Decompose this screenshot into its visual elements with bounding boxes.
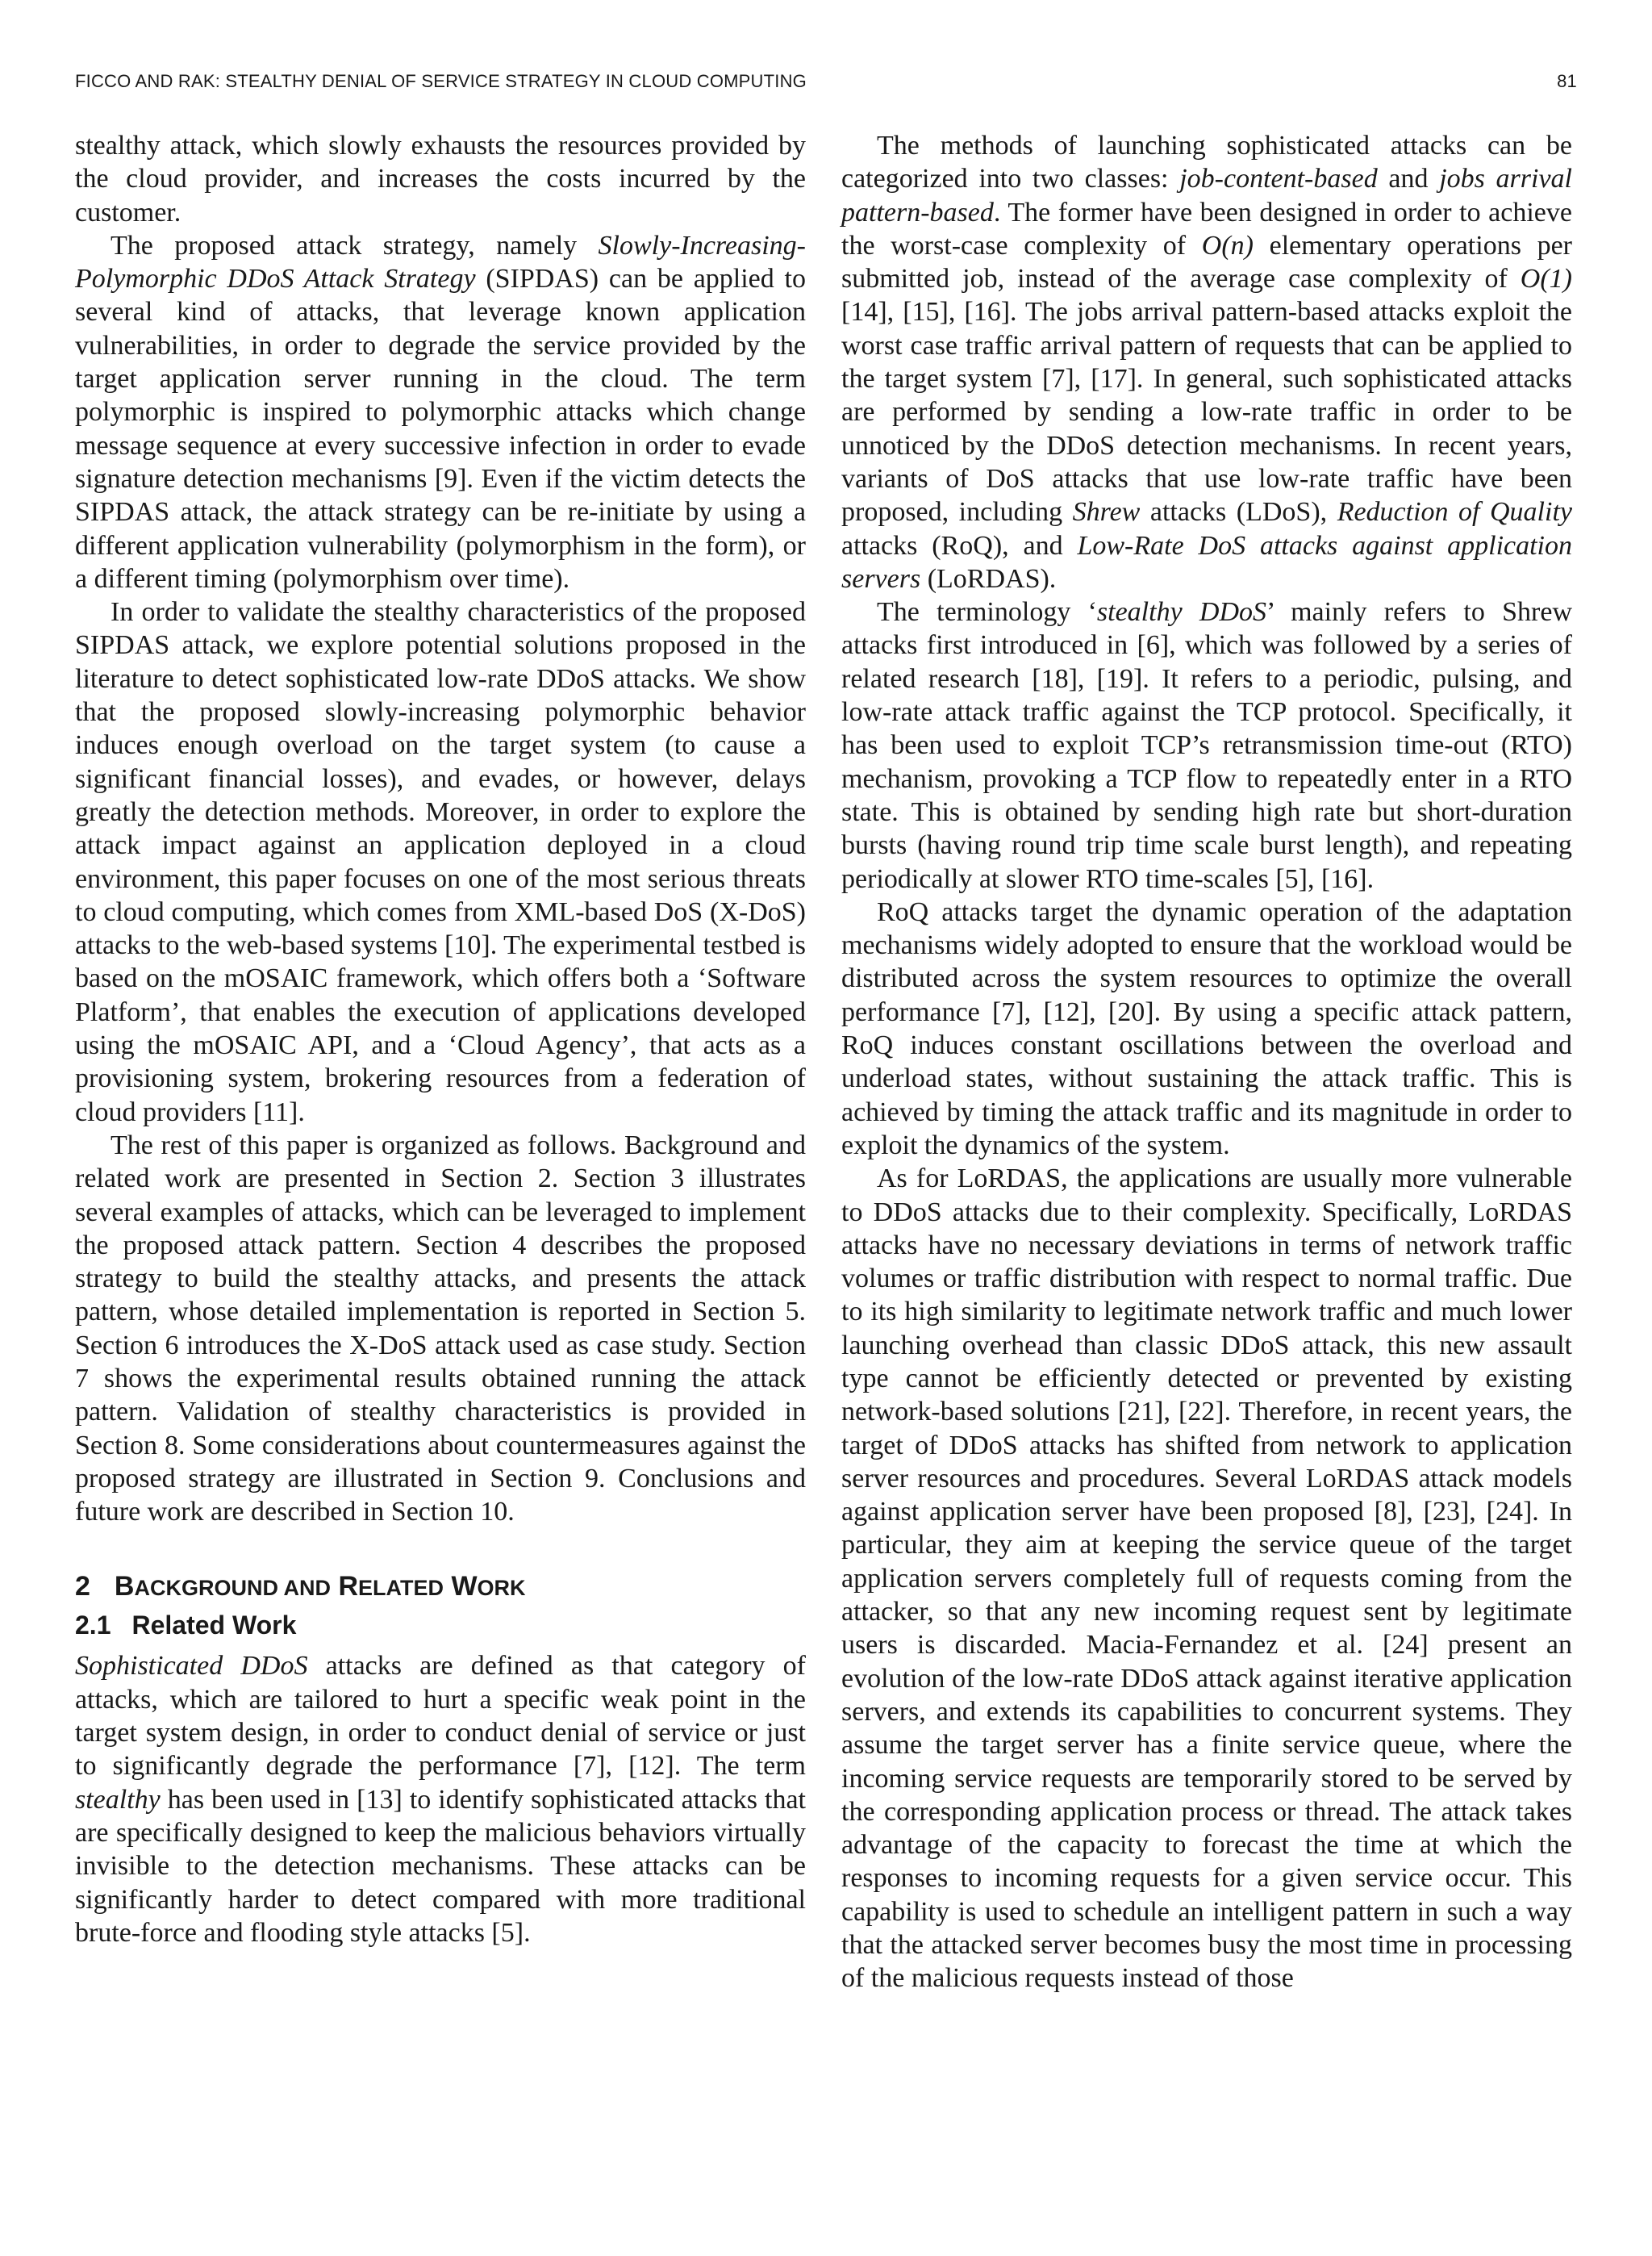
page-number: 81 [1557, 71, 1577, 91]
right-column [841, 129, 1572, 1995]
paragraph: stealthy attack, which slowly exhausts the resources provided by the cloud provider, and increases the costs incurred by the customer. [75, 131, 806, 228]
paragraph: In order to validate the stealthy characteristics of the proposed SIPDAS attack, we explore potential solutions proposed in the literature to detect sophisticated low-rate DDoS attacks. We show that the proposed slowly-increasing polymorphic behavior induces enough overload on the target system (to cause a significant financial losses), and evades, or however, delays greatly the detection methods. Moreover, in order to explore the attack impact against an application deployed in a cloud environment, this paper focuses on one of the most serious threats to cloud computing, which comes from XML-based DoS (X-DoS) attacks to the web-based systems [10]. The experimental testbed is based on the mOSAIC framework, which offers both a ‘Software Platform’, that enables the execution of applications developed using the mOSAIC API, and a ‘Cloud Agency’, that acts as a provisioning system, brokering resources from a federation of cloud providers [11]. [75, 597, 806, 1127]
math: O(1) [1520, 264, 1572, 295]
paragraph: RoQ attacks target the dynamic operation of the adaptation mechanisms widely adopted to ensure that the workload would be distributed across the system resources to optimize the overall performance [7], [12], [20]. By using a specific attack pattern, RoQ induces constant oscillations between the overload and underload states, without sustaining the attack traffic. This is achieved by timing the attack traffic and its magnitude in order to exploit the dynamics of the system. [841, 896, 1572, 1160]
paragraph: The methods of launching sophisticated attacks can be categorized into two classes: job-content-based and jobs arrival pattern-based. The former have been designed in order to achieve the worst-case complexity of O(n) elementary operations per submitted job, instead of the average case complexity of O(1) [14], [15], [16]. The jobs arrival pattern-based attacks exploit the worst case traffic arrival pattern of requests that can be applied to the target system [7], [17]. In general, such sophisticated attacks are performed by sending a low-rate traffic in order to be unnoticed by the DDoS detection mechanisms. In recent years, variants of DoS attacks that use low-rate traffic have been proposed, including Shrew attacks (LDoS), Reduction of Quality attacks (RoQ), and Low-Rate DoS attacks against application servers (LoRDAS). [841, 131, 1573, 594]
section-heading: 2 BACKGROUND AND RELATED WORK [75, 1571, 526, 1602]
subsection-number: 2.1 [75, 1611, 111, 1640]
paragraph: The proposed attack strategy, namely Slowly-Increasing-Polymorphic DDoS Attack Strategy (SIPDAS) can be applied to several kind of attacks, that leverage known application vulnerabilities, in order to degrade the service provided by the target application server running in the cloud. The term polymorphic is inspired to polymorphic attacks which change message sequence at every successive infection in order to evade signature detection mechanisms [9]. Even if the victim detects the SIPDAS attack, the attack strategy can be re-initiate by using a different application vulnerability (polymorphism in the form), or a different timing (polymorphism over time). [75, 230, 806, 594]
section-number: 2 [75, 1571, 90, 1602]
running-title: FICCO AND RAK: STEALTHY DENIAL OF SERVICE STRATEGY IN CLOUD COMPUTING [75, 71, 807, 91]
subsection-title: Related Work [131, 1611, 297, 1640]
subsection-heading [75, 1609, 806, 1641]
paragraph: As for LoRDAS, the applications are usually more vulnerable to DDoS attacks due to their complexity. Specifically, LoRDAS attacks have no necessary deviations in terms of network traffic volumes or traffic distribution with respect to normal traffic. Due to its high similarity to legitimate network traffic and much lower launching overhead than classic DDoS attack, this new assault type cannot be efficiently detected or prevented by existing network-based solutions [21], [22]. Therefore, in recent years, the target of DDoS attacks has shifted from network to application server resources and procedures. Several LoRDAS attack models against application server have been proposed [8], [23], [24]. In particular, they aim at keeping the service queue of the target application servers completely full of requests coming from the attacker, so that any new incoming request sent by legitimate users is discarded. Macia-Fernandez et al. [24] present an evolution of the low-rate DDoS attack against iterative application servers, and extends its capabilities to concurrent systems. They assume the target server has a finite service queue, where the incoming service requests are temporarily stored to be served by the corresponding application process or thread. The attack takes advantage of the capacity to forecast the time at which the responses to incoming requests for a given service occur. This capability is used to schedule an intelligent pattern in such a way that the attacked server becomes busy the most time in processing of the malicious requests instead of those [841, 1164, 1572, 1994]
paragraph: The rest of this paper is organized as follows. Background and related work are presented in Section 2. Section 3 illustrates several examples of attacks, which can be leveraged to implement the proposed attack pattern. Section 4 describes the proposed strategy to build the stealthy attacks, and presents the attack pattern, whose detailed implementation is reported in Section 5. Section 6 introduces the X-DoS attack used as case study. Section 7 shows the experimental results obtained running the attack pattern. Validation of stealthy characteristics is provided in Section 8. Some considerations about countermeasures against the proposed strategy are illustrated in Section 9. Conclusions and future work are described in Section 10. [75, 1130, 806, 1527]
paragraph: Sophisticated DDoS attacks are defined as that category of attacks, which are tailored to hurt a specific weak point in the target system design, in order to conduct denial of service or just to significantly degrade the performance [7], [12]. The term stealthy has been used in [13] to identify sophisticated attacks that are specifically designed to keep the malicious behaviors virtually invisible to the detection mechanisms. These attacks can be significantly harder to detect compared with more traditional brute-force and flooding style attacks [5]. [75, 1651, 806, 1948]
left-column [75, 129, 806, 1949]
paragraph: The terminology ‘stealthy DDoS’ mainly refers to Shrew attacks first introduced in [6], which was followed by a series of related research [18], [19]. It refers to a periodic, pulsing, and low-rate attack traffic against the TCP protocol. Specifically, it has been used to exploit TCP’s retransmission time-out (RTO) mechanism, provoking a TCP flow to repeatedly enter in a RTO state. This is obtained by sending high rate but short-duration bursts (having round trip time scale burst length), and repeating periodically at slower RTO time-scales [5], [16]. [841, 597, 1572, 894]
math: O(n) [1201, 230, 1254, 261]
running-header [75, 71, 1577, 92]
